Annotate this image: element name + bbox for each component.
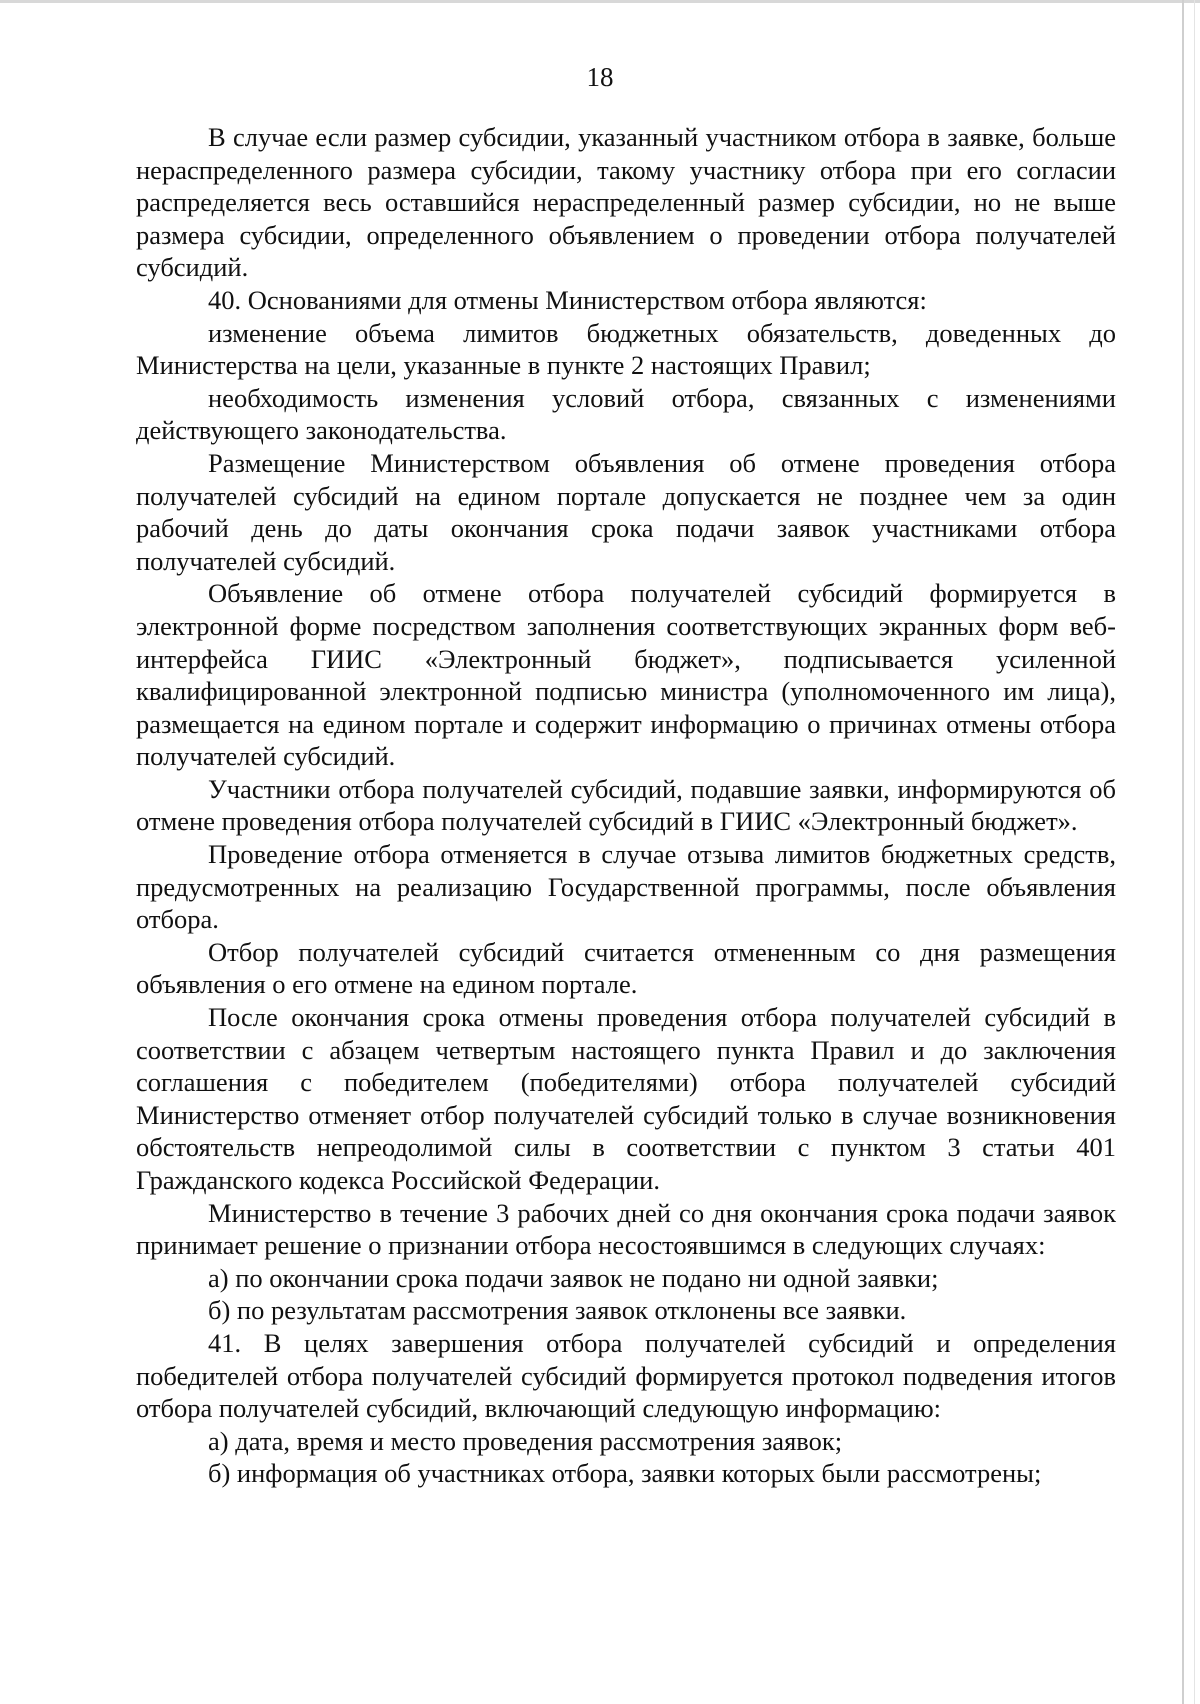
paragraph-cancel-announcement-form: Объявление об отмене отбора получателей субсидий формируется в электронной форме посредством заполнения соответствующих экранных форм веб-интерфейса ГИИС «Электронный бюджет», подписывается усиленной квалифицированной электронной подписью министра (уполномоченного им лица), размещается на едином портале и содержит информацию о причинах отмены отбора получателей субсидий. (136, 578, 1116, 772)
paragraph-cancel-announcement-timing: Размещение Министерством объявления об отмене проведения отбора получателей субсидий на едином портале допускается не позднее чем за один рабочий день до даты окончания срока подачи заявок участниками отбора получателей субсидий. (136, 447, 1116, 576)
scan-edge-right (1182, 0, 1184, 1704)
paragraph-cancel-effective: Отбор получателей субсидий считается отмененным со дня размещения объявления о его отмене на едином портале. (136, 936, 1116, 1000)
paragraph-item-41: 41. В целях завершения отбора получателей субсидий и определения победителей отбора получателей субсидий формируется протокол подведения итогов отбора получателей субсидий, включающий следующую информацию: (136, 1327, 1116, 1424)
list-item-a-no-applications: а) по окончании срока подачи заявок не подано ни одной заявки; (208, 1262, 939, 1293)
document-body (136, 121, 1116, 1490)
scan-edge-right-outer (1194, 0, 1195, 1704)
paragraph-item-40: 40. Основаниями для отмены Министерством отбора являются: (208, 284, 927, 315)
paragraph-participants-informed: Участники отбора получателей субсидий, подавшие заявки, информируются об отмене проведения отбора получателей субсидий в ГИИС «Электронный бюджет». (136, 773, 1116, 837)
page-number: 18 (586, 62, 614, 92)
paragraph-subsidy-distribution: В случае если размер субсидии, указанный участником отбора в заявке, больше нераспределенного размера субсидии, такому участнику отбора при его согласии распределяется весь оставшийся нераспределенный размер субсидии, но не выше размера субсидии, определенного объявлением о проведении отбора получателей субсидий. (136, 122, 1116, 283)
paragraph-conditions-change: необходимость изменения условий отбора, связанных с изменениями действующего законодательства. (136, 382, 1116, 446)
paragraph-failed-selection: Министерство в течение 3 рабочих дней со дня окончания срока подачи заявок принимает решение о признании отбора несостоявшимся в следующих случаях: (136, 1197, 1116, 1261)
list-item-b-participants-info: б) информация об участниках отбора, заявки которых были рассмотрены; (208, 1458, 1042, 1489)
scan-edge-top (0, 0, 1200, 3)
paragraph-force-majeure: После окончания срока отмены проведения отбора получателей субсидий в соответствии с абзацем четвертым настоящего пункта Правил и до заключения соглашения с победителем (победителями) отбора получателей субсидий Министерство отменяет отбор получателей субсидий только в случае возникновения обстоятельств непреодолимой силы в соответствии с пунктом 3 статьи 401 Гражданского кодекса Российской Федерации. (136, 1002, 1116, 1195)
list-item-b-all-rejected: б) по результатам рассмотрения заявок отклонены все заявки. (208, 1295, 907, 1326)
paragraph-limits-withdrawal: Проведение отбора отменяется в случае отзыва лимитов бюджетных средств, предусмотренных на реализацию Государственной программы, после объявления отбора. (136, 839, 1116, 935)
paragraph-limit-change: изменение объема лимитов бюджетных обязательств, доведенных до Министерства на цели, указанные в пункте 2 настоящих Правил; (136, 317, 1116, 381)
list-item-a-date-time-place: а) дата, время и место проведения рассмотрения заявок; (208, 1425, 843, 1456)
